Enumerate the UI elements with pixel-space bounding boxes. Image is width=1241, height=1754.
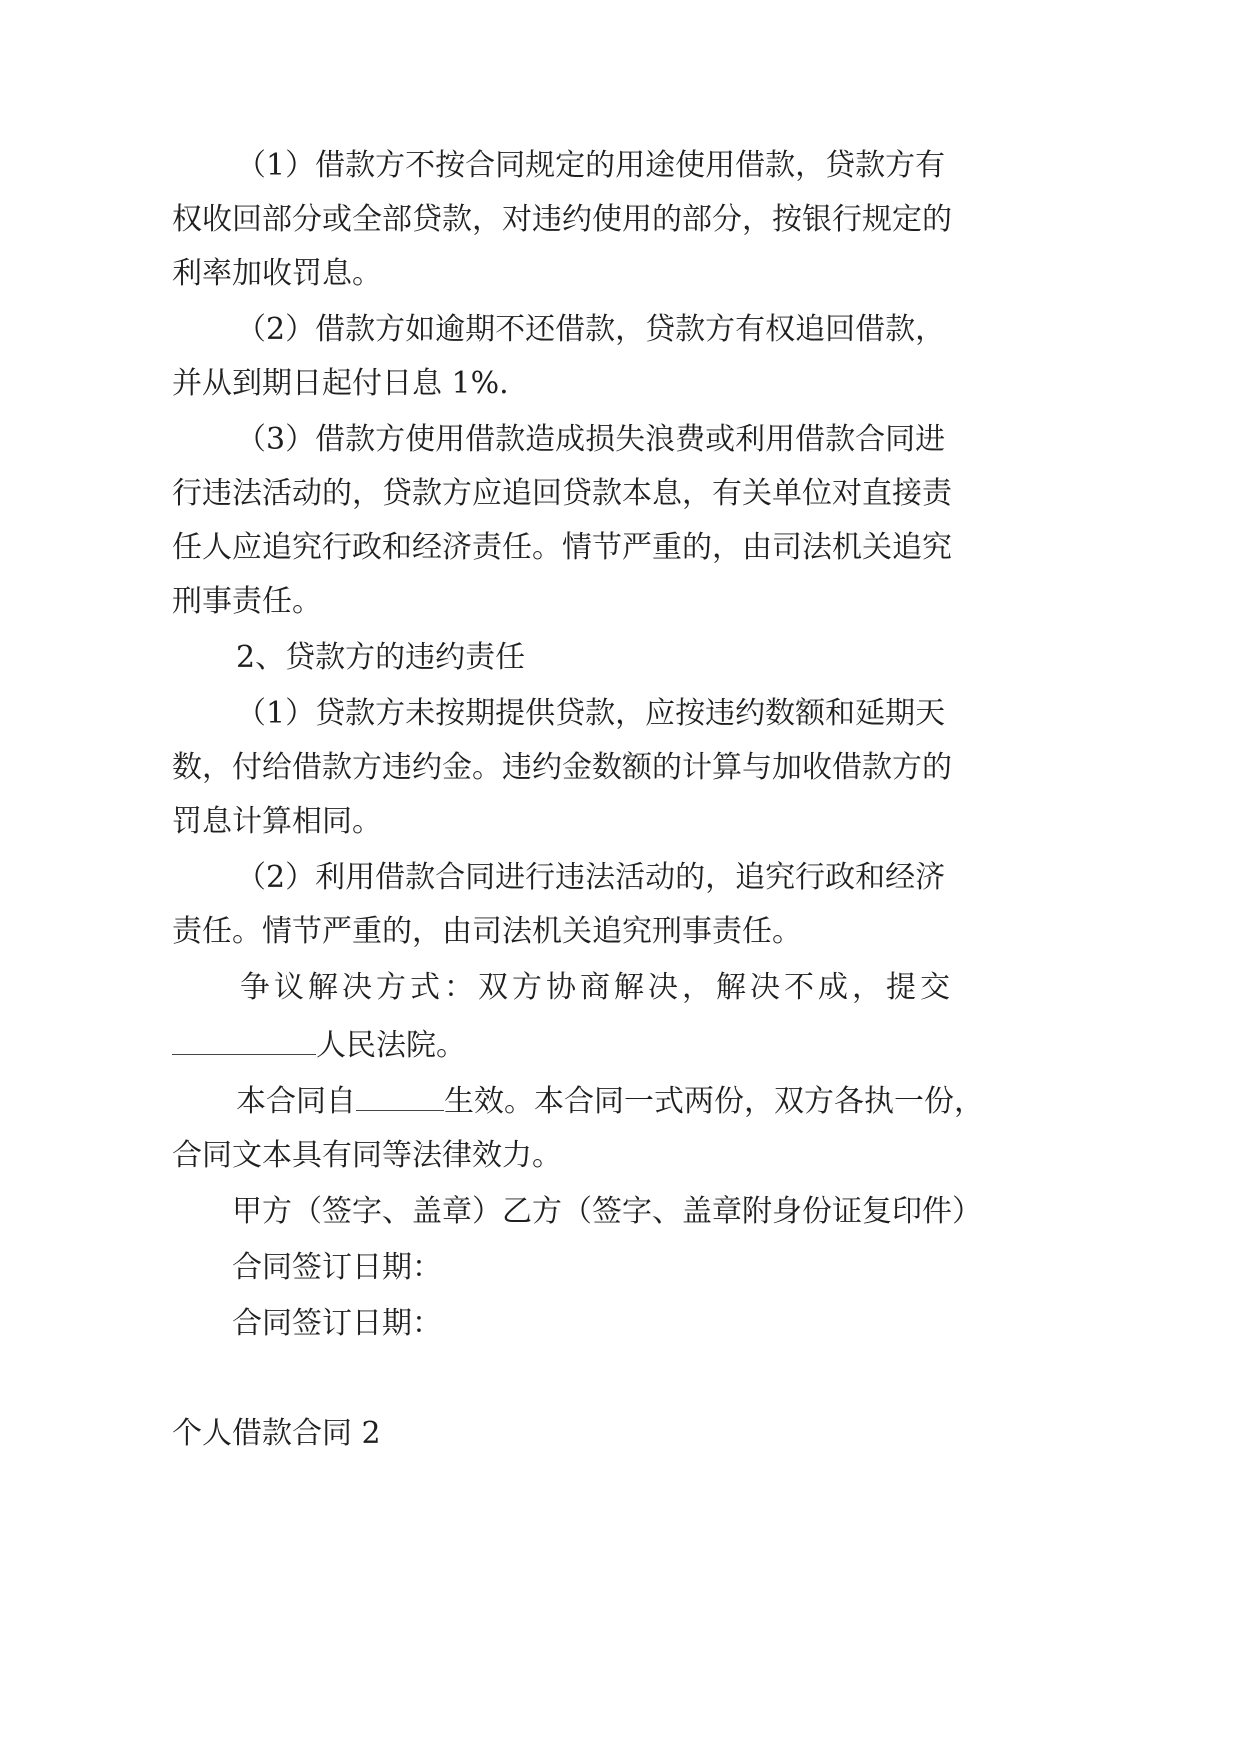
signature-parties: 甲方（签字、盖章）乙方（签字、盖章附身份证复印件） — [232, 1194, 982, 1229]
dispute-line-2 — [172, 1024, 466, 1066]
p1-line-1: （1）借款方不按合同规定的用途使用借款，贷款方有 — [236, 148, 946, 183]
dispute-line-1: 争议解决方式：双方协商解决，解决不成，提交 — [240, 970, 954, 1005]
p5-line-2: 责任。情节严重的，由司法机关追究刑事责任。 — [172, 914, 802, 949]
section-heading-lender-liability: 2、贷款方的违约责任 — [236, 640, 526, 675]
p1-line-3: 利率加收罚息。 — [172, 256, 382, 291]
effect-line-2: 合同文本具有同等法律效力。 — [172, 1138, 562, 1173]
p3-line-4: 刑事责任。 — [172, 584, 322, 619]
p4-line-2: 数，付给借款方违约金。违约金数额的计算与加收借款方的 — [172, 750, 952, 785]
p2-line-1: （2）借款方如逾期不还借款，贷款方有权追回借款， — [236, 312, 946, 347]
effect-suffix: 生效。本合同一式两份，双方各执一份， — [444, 1084, 984, 1119]
court-suffix: 人民法院。 — [316, 1028, 466, 1063]
next-contract-title: 个人借款合同 2 — [172, 1416, 381, 1451]
p1-line-2: 权收回部分或全部贷款，对违约使用的部分，按银行规定的 — [172, 202, 952, 237]
effective-date-blank — [356, 1080, 444, 1111]
p3-line-2: 行违法活动的，贷款方应追回贷款本息，有关单位对直接责 — [172, 476, 952, 511]
signing-date-2: 合同签订日期： — [232, 1306, 442, 1341]
signing-date-1: 合同签订日期： — [232, 1250, 442, 1285]
p2-line-2: 并从到期日起付日息 1%. — [172, 366, 509, 401]
effect-line-1 — [236, 1080, 984, 1122]
p3-line-3: 任人应追究行政和经济责任。情节严重的，由司法机关追究 — [172, 530, 952, 565]
p5-line-1: （2）利用借款合同进行违法活动的，追究行政和经济 — [236, 860, 946, 895]
p3-line-1: （3）借款方使用借款造成损失浪费或利用借款合同进 — [236, 422, 946, 457]
p4-line-3: 罚息计算相同。 — [172, 804, 382, 839]
effect-prefix: 本合同自 — [236, 1084, 356, 1119]
p4-line-1: （1）贷款方未按期提供贷款，应按违约数额和延期天 — [236, 696, 946, 731]
court-blank — [172, 1024, 316, 1055]
